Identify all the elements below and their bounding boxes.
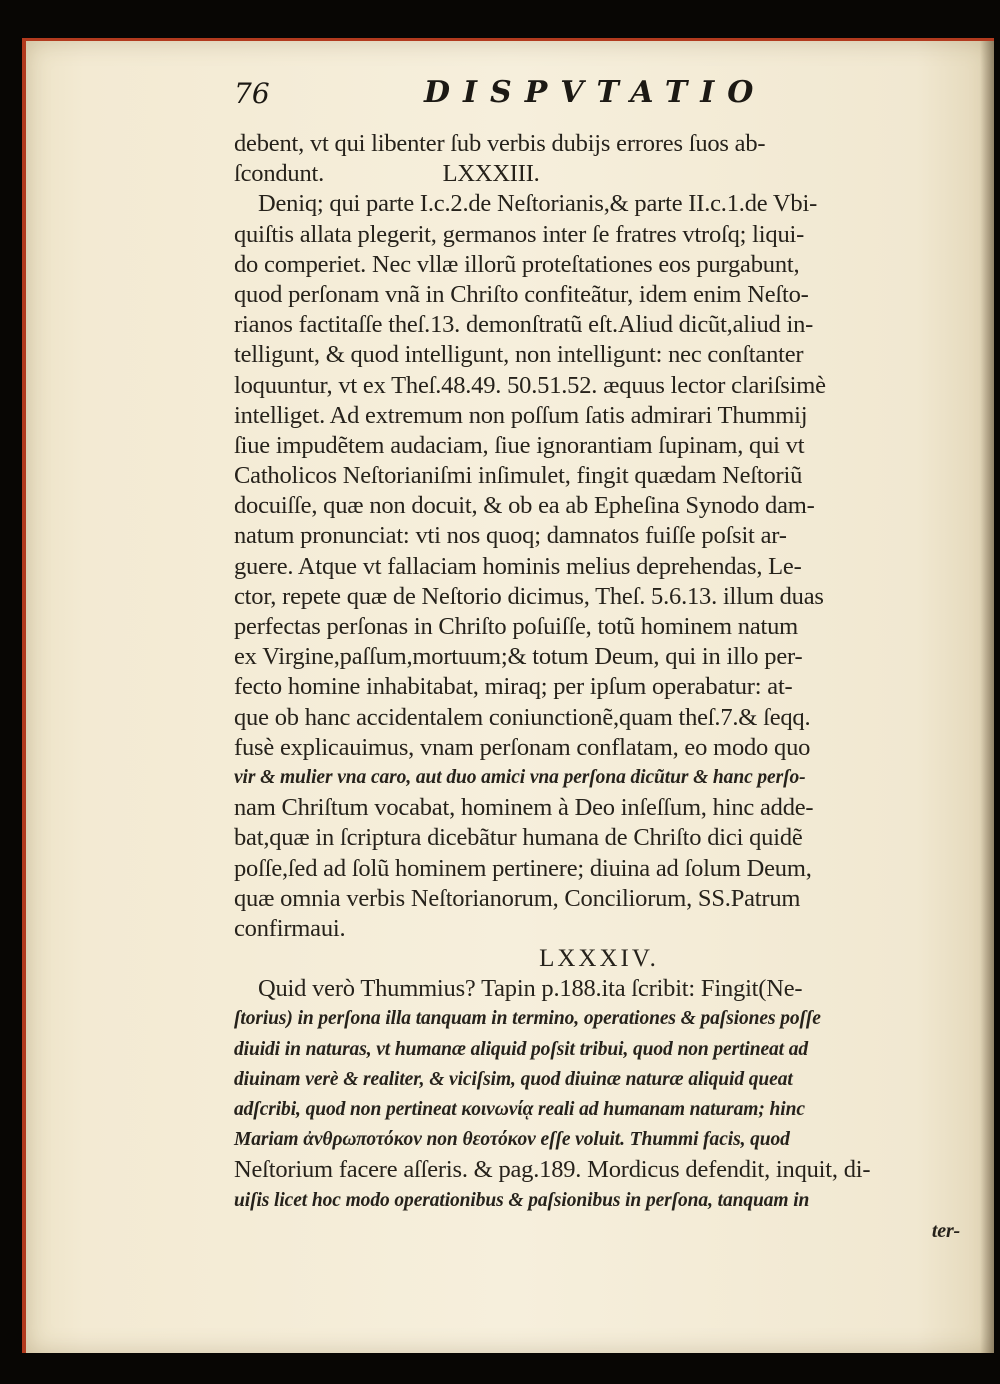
page-edge-shadow <box>980 41 994 1353</box>
page-number: 76 <box>234 77 270 110</box>
text-line: docuiſſe, quæ non docuit, & ob ea ab Epheſina Synodo dam- <box>234 492 815 520</box>
text-line: diuidi in naturas, vt humanæ aliquid poſsit tribui, quod non pertineat ad <box>234 1038 809 1060</box>
text-line: fusè explicauimus, vnam perſonam conflatam, eo modo quo <box>234 733 811 761</box>
text-line: poſſe,ſed ad ſolũ hominem pertinere; diuina ad ſolum Deum, <box>234 854 812 882</box>
text-line: vir & mulier vna caro, aut duo amici vna perſona dicũtur & hanc perſo- <box>234 766 806 788</box>
text-line: Quid verò Thummius? Tapin p.188.ita ſcribit: Fingit(Ne- <box>258 975 803 1003</box>
text-line: perfectas perſonas in Chriſto poſuiſſe, totũ hominem natum <box>234 613 799 640</box>
text-line: debent, vt qui libenter ſub verbis dubijs errores ſuos ab- <box>234 130 766 157</box>
text-line: diuinam verè & realiter, & viciſsim, quod diuinæ naturæ aliquid queat <box>234 1068 793 1090</box>
text-line: do comperiet. Nec vllæ illorũ proteſtationes eos purgabunt, <box>234 250 800 278</box>
text-line: Deniq; qui parte I.c.2.de Neſtorianis,& parte II.c.1.de Vbi- <box>258 190 818 218</box>
catchword: ter- <box>931 1219 960 1242</box>
text-line: guere. Atque vt fallaciam hominis melius deprehendas, Le- <box>234 552 802 580</box>
text-line: que ob hanc accidentalem coniunctionẽ,quam theſ.7.& ſeqq. <box>234 703 811 731</box>
text-line: loquuntur, vt ex Theſ.48.49. 50.51.52. æquus lector clariſsimè <box>234 371 826 399</box>
text-line: quod perſonam vnã in Chriſto confiteãtur, idem enim Neſto- <box>234 280 809 308</box>
text-line: ctor, repete quæ de Neſtorio dicimus, Theſ. 5.6.13. illum duas <box>234 582 824 610</box>
text-line: Mariam ἀνθρωποτόκον non θεοτόκον eſſe voluit. Thummi facis, quod <box>234 1129 790 1151</box>
text-line: quæ omnia verbis Neſtorianorum, Conciliorum, SS.Patrum <box>234 884 801 912</box>
text-line: natum pronunciat: vti nos quoq; damnatos fuiſſe poſsit ar- <box>234 522 787 550</box>
text-line: ſiue impudẽtem audaciam, ſiue ignorantiam ſupinam, qui vt <box>234 431 805 459</box>
text-line: rianos factitaſſe theſ.13. demonſtratũ eſt.Aliud dicũt,aliud in- <box>234 311 814 339</box>
text-line: nam Chriſtum vocabat, hominem à Deo inſeſſum, hinc adde- <box>234 794 814 822</box>
text-line: quiſtis allata plegerit, germanos inter ſe fratres vtroſq; liqui- <box>234 220 805 248</box>
text-line: confirmaui. <box>234 914 346 942</box>
text-line: ſcondunt. LXXXIII. <box>234 160 540 188</box>
text-line: Neſtorium facere aſſeris. & pag.189. Mordicus defendit, inquit, di- <box>234 1156 871 1184</box>
body-text <box>234 129 964 1246</box>
text-line: ex Virgine,paſſum,mortuum;& totum Deum, qui in illo per- <box>234 643 803 671</box>
running-head: DISPVTATIO <box>424 75 767 110</box>
section-heading: LXXXIV. <box>539 945 659 973</box>
text-line: fecto homine inhabitabat, miraq; per ipſum operabatur: at- <box>234 673 793 701</box>
text-line: bat,quæ in ſcriptura dicebãtur humana de Chriſto dici quidẽ <box>234 824 803 852</box>
text-line: uiſis licet hoc modo operationibus & paſsionibus in perſona, tanquam in <box>234 1189 810 1211</box>
page-header <box>234 75 974 115</box>
text-line: intelliget. Ad extremum non poſſum ſatis admirari Thummij <box>234 401 808 429</box>
text-line: Catholicos Neſtorianiſmi inſimulet, fingit quædam Neſtoriũ <box>234 462 803 490</box>
book-page <box>22 38 994 1353</box>
text-line: telligunt, & quod intelligunt, non intelligunt: nec conſtanter <box>234 341 804 369</box>
text-line: adſcribi, quod non pertineat κοινωνίᾳ reali ad humanam naturam; hinc <box>234 1099 805 1120</box>
text-line: ſtorius) in perſona illa tanquam in termino, operationes & paſsiones poſſe <box>234 1008 821 1030</box>
